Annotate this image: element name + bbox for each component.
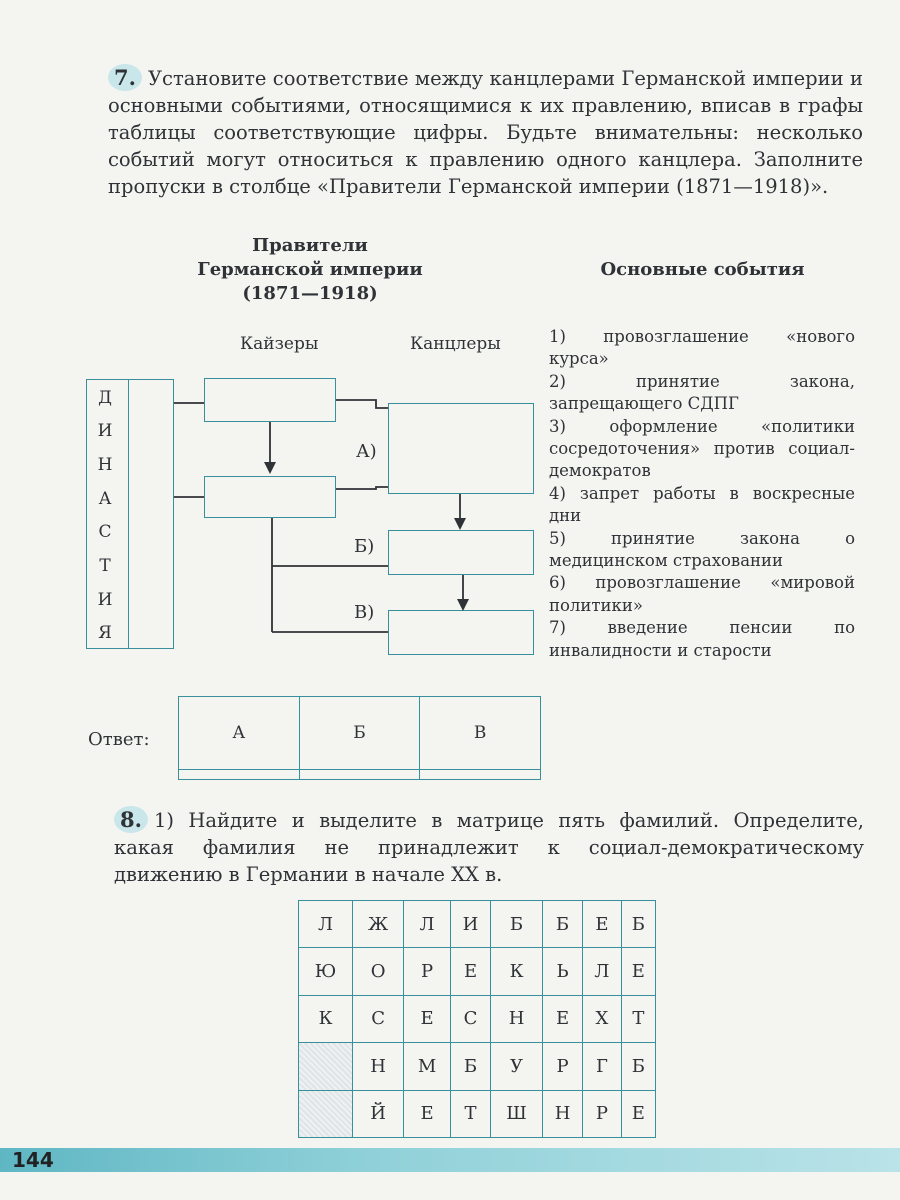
matrix-cell[interactable]: К [491, 948, 543, 995]
slot-label-b: Б) [354, 536, 375, 557]
answer-cell-b[interactable] [299, 770, 420, 780]
matrix-cell-shaded [299, 1043, 353, 1090]
event-item: 3) оформление «политики сосредоточения» против социал-демократов [549, 416, 855, 481]
matrix-cell[interactable]: Н [542, 1090, 582, 1137]
answer-header-a: А [179, 697, 300, 770]
matrix-cell[interactable]: У [491, 1043, 543, 1090]
event-item: 1) провозглашение «нового курса» [549, 327, 855, 369]
matrix-cell[interactable]: Л [583, 948, 622, 995]
answer-header-b: Б [299, 697, 420, 770]
matrix-cell[interactable]: Т [450, 1090, 490, 1137]
matrix-cell[interactable]: Е [450, 948, 490, 995]
event-item: 7) введение пенсии по инвалидности и старости [549, 618, 855, 660]
matrix-cell[interactable]: Е [404, 1090, 451, 1137]
rulers-header-line1: Правители [252, 235, 368, 256]
matrix-cell[interactable]: Ю [299, 948, 353, 995]
task8-number: 8. [114, 806, 148, 833]
rulers-header-line2: Германской империи [197, 259, 423, 280]
matrix-cell[interactable]: Т [621, 995, 655, 1042]
matrix-cell[interactable]: Р [404, 948, 451, 995]
matrix-cell[interactable]: Р [583, 1090, 622, 1137]
matrix-cell[interactable]: Б [621, 901, 655, 948]
matrix-cell[interactable]: И [450, 901, 490, 948]
answer-cell-a[interactable] [179, 770, 300, 780]
dynasty-letter: Н [97, 455, 113, 475]
event-item: 4) запрет работы в воскресные дни [549, 483, 855, 526]
task7-number: 7. [108, 64, 142, 91]
matrix-cell[interactable]: Л [299, 901, 353, 948]
matrix-cell[interactable]: Б [491, 901, 543, 948]
matrix-cell[interactable]: Р [542, 1043, 582, 1090]
chancellors-label: Канцлеры [410, 334, 501, 354]
footer-bar [0, 1148, 900, 1172]
answer-cell-c[interactable] [420, 770, 541, 780]
matrix-cell[interactable]: М [404, 1043, 451, 1090]
matrix-cell[interactable]: О [353, 948, 404, 995]
matrix-cell[interactable]: Б [450, 1043, 490, 1090]
matrix-cell[interactable]: Б [621, 1043, 655, 1090]
matrix-cell[interactable]: Л [404, 901, 451, 948]
matrix-cell[interactable]: Н [491, 995, 543, 1042]
matrix-cell[interactable]: Ь [542, 948, 582, 995]
matrix-cell[interactable]: Ж [353, 901, 404, 948]
matrix-cell[interactable]: Г [583, 1043, 622, 1090]
event-item: 2) принятие закона, запрещающего СДПГ [549, 371, 855, 414]
kaisers-label: Кайзеры [240, 334, 319, 354]
matrix-cell[interactable]: Б [542, 901, 582, 948]
task8-text [114, 806, 864, 888]
matrix-cell[interactable]: Н [353, 1043, 404, 1090]
rulers-header-line3: (1871—1918) [242, 283, 378, 304]
matrix-cell[interactable]: Е [583, 901, 622, 948]
dynasty-letter: Т [99, 556, 111, 576]
matrix-cell[interactable]: Е [404, 995, 451, 1042]
matrix-cell[interactable]: С [353, 995, 404, 1042]
events-list [549, 326, 855, 662]
matrix-cell[interactable]: Х [583, 995, 622, 1042]
events-header: Основные события [600, 259, 805, 280]
dynasty-letter: Я [98, 623, 112, 643]
dynasty-letter: И [97, 421, 113, 441]
matrix-cell[interactable]: К [299, 995, 353, 1042]
task7-body: Установите соответствие между канцлерами Германской империи и основными событиями, относящимися к их правлению, вписав в графы таблицы соответствующие цифры. Будьте внимательны: несколько событий могут относиться к правлению одного канцлера. Заполните пропуски в столбце «Правители Германской империи (1871—1918)». [108, 67, 863, 198]
task8-body: 1) Найдите и выделите в матрице пять фамилий. Определите, какая фамилия не принадлежит к социал-демократическому движению в Германии в начале XX в. [114, 809, 864, 886]
answer-label: Ответ: [88, 729, 150, 750]
slot-label-a: А) [356, 441, 377, 462]
matrix-cell[interactable]: С [450, 995, 490, 1042]
answer-header-c: В [420, 697, 541, 770]
dynasty-letter: Д [98, 388, 112, 408]
dynasty-letter: А [98, 489, 112, 509]
matrix-cell[interactable]: Е [542, 995, 582, 1042]
dynasty-letter: С [98, 522, 112, 542]
matrix-cell-shaded [299, 1090, 353, 1137]
event-item: 5) принятие закона о медицинском страховании [549, 528, 855, 571]
matrix-cell[interactable]: Е [621, 948, 655, 995]
matrix-cell[interactable]: Й [353, 1090, 404, 1137]
slot-label-c: В) [354, 602, 375, 623]
event-item: 6) провозглашение «мировой политики» [549, 573, 855, 615]
dynasty-letter: И [97, 590, 113, 610]
matrix-cell[interactable]: Ш [491, 1090, 543, 1137]
page-number: 144 [12, 1148, 54, 1172]
letter-matrix [298, 900, 656, 1138]
answer-table [178, 696, 541, 780]
matrix-cell[interactable]: Е [621, 1090, 655, 1137]
